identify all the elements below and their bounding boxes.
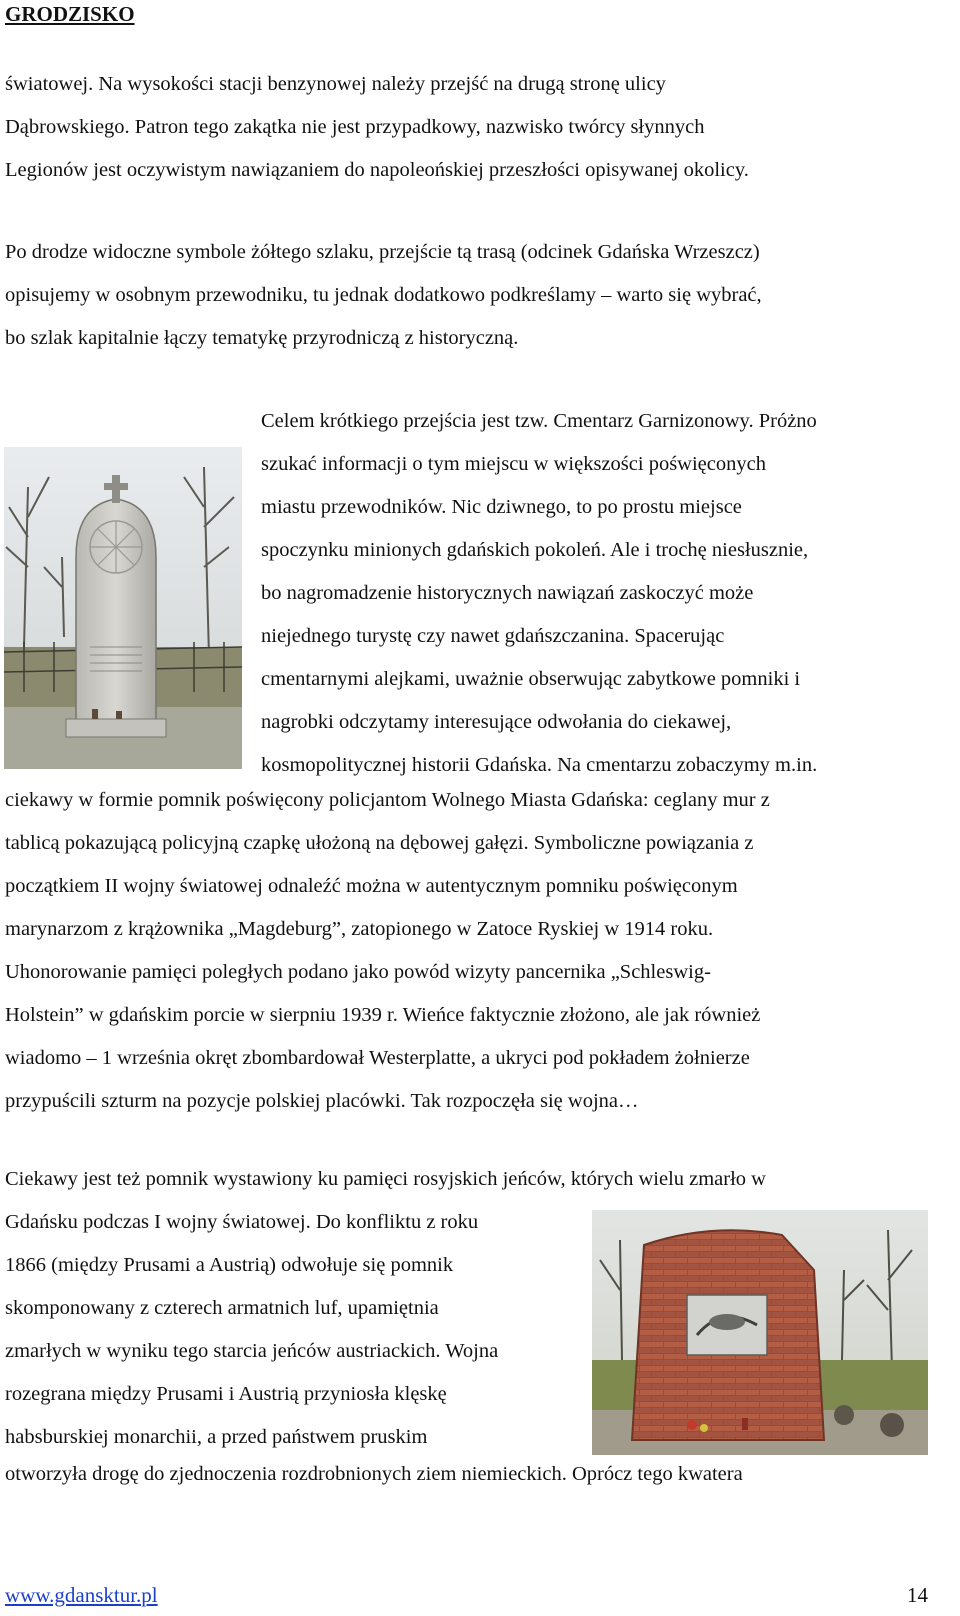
text-line: zmarłych w wyniku tego starcia jeńców austriackich. Wojna bbox=[5, 1340, 499, 1362]
text-line: ciekawy w formie pomnik poświęcony policjantom Wolnego Miasta Gdańska: ceglany mur z bbox=[5, 789, 770, 811]
text-line: światowej. Na wysokości stacji benzynowej należy przejść na drugą stronę ulicy bbox=[5, 73, 666, 95]
brick-memorial-illustration bbox=[592, 1210, 928, 1455]
text-line: Dąbrowskiego. Patron tego zakątka nie jest przypadkowy, nazwisko twórcy słynnych bbox=[5, 116, 705, 138]
text-line: Uhonorowanie pamięci poległych podano jako powód wizyty pancernika „Schleswig- bbox=[5, 961, 711, 983]
text-line: Legionów jest oczywistym nawiązaniem do napoleońskiej przeszłości opisywanej okolicy. bbox=[5, 159, 749, 181]
monument-illustration bbox=[4, 447, 242, 769]
text-line: nagrobki odczytamy interesujące odwołania do ciekawej, bbox=[261, 711, 732, 733]
police-memorial-photo bbox=[592, 1210, 928, 1455]
text-line: spoczynku minionych gdańskich pokoleń. Ale i trochę niesłusznie, bbox=[261, 539, 809, 561]
paragraph-4-end bbox=[5, 1453, 955, 1496]
text-line: 1866 (między Prusami a Austrią) odwołuje się pomnik bbox=[5, 1254, 454, 1276]
text-line: marynarzom z krążownika „Magdeburg”, zatopionego w Zatoce Ryskiej w 1914 roku. bbox=[5, 918, 714, 940]
text-line: Celem krótkiego przejścia jest tzw. Cmentarz Garnizonowy. Próżno bbox=[261, 410, 817, 432]
page-number: 14 bbox=[907, 1583, 928, 1607]
text-line: opisujemy w osobnym przewodniku, tu jednak dodatkowo podkreślamy – warto się wybrać, bbox=[5, 284, 762, 306]
page-header-title: GRODZISKO bbox=[5, 2, 135, 26]
text-line: Ciekawy jest też pomnik wystawiony ku pamięci rosyjskich jeńców, których wielu zmarło w bbox=[5, 1168, 766, 1190]
text-line: miastu przewodników. Nic dziwnego, to po prostu miejsce bbox=[261, 496, 742, 518]
text-line: habsburskiej monarchii, a przed państwem pruskim bbox=[5, 1426, 428, 1448]
text-line: wiadomo – 1 września okręt zbombardował Westerplatte, a ukryci pod pokładem żołnierze bbox=[5, 1047, 750, 1069]
text-line: skomponowany z czterech armatnich luf, upamiętnia bbox=[5, 1297, 439, 1319]
paragraph-4-start bbox=[5, 1158, 955, 1201]
text-line: rozegrana między Prusami i Austrią przyniosła klęskę bbox=[5, 1383, 447, 1405]
paragraph-1 bbox=[5, 63, 955, 192]
text-line: początkiem II wojny światowej odnaleźć można w autentycznym pomniku poświęconym bbox=[5, 875, 738, 897]
text-line: Holstein” w gdańskim porcie w sierpniu 1939 r. Wieńce faktycznie złożono, ale jak również bbox=[5, 1004, 761, 1026]
text-line: bo szlak kapitalnie łączy tematykę przyrodniczą z historyczną. bbox=[5, 327, 519, 349]
text-line: niejednego turystę czy nawet gdańszczanina. Spacerując bbox=[261, 625, 725, 647]
text-line: bo nagromadzenie historycznych nawiązań zaskoczyć może bbox=[261, 582, 754, 604]
paragraph-2 bbox=[5, 231, 955, 360]
text-line: tablicą pokazującą policyjną czapkę ułożoną na dębowej gałęzi. Symboliczne powiązania z bbox=[5, 832, 754, 854]
footer-website-link[interactable]: www.gdansktur.pl bbox=[5, 1583, 158, 1607]
text-line: przypuścili szturm na pozycje polskiej placówki. Tak rozpoczęła się wojna… bbox=[5, 1090, 639, 1112]
paragraph-4-beside-photo bbox=[5, 1201, 595, 1459]
paragraph-3-beside-photo bbox=[261, 400, 951, 787]
text-line: Gdańsku podczas I wojny światowej. Do konfliktu z roku bbox=[5, 1211, 479, 1233]
text-line: kosmopolitycznej historii Gdańska. Na cmentarzu zobaczymy m.in. bbox=[261, 754, 818, 776]
text-line: otworzyła drogę do zjednoczenia rozdrobnionych ziem niemieckich. Oprócz tego kwatera bbox=[5, 1463, 743, 1485]
text-line: szukać informacji o tym miejscu w większości poświęconych bbox=[261, 453, 766, 475]
paragraph-3-continued bbox=[5, 779, 955, 1123]
text-line: Po drodze widoczne symbole żółtego szlaku, przejście tą trasą (odcinek Gdańska Wrzeszcz) bbox=[5, 241, 760, 263]
text-line: cmentarnymi alejkami, uważnie obserwując zabytkowe pomniki i bbox=[261, 668, 801, 690]
garrison-cemetery-monument-photo bbox=[4, 447, 242, 769]
